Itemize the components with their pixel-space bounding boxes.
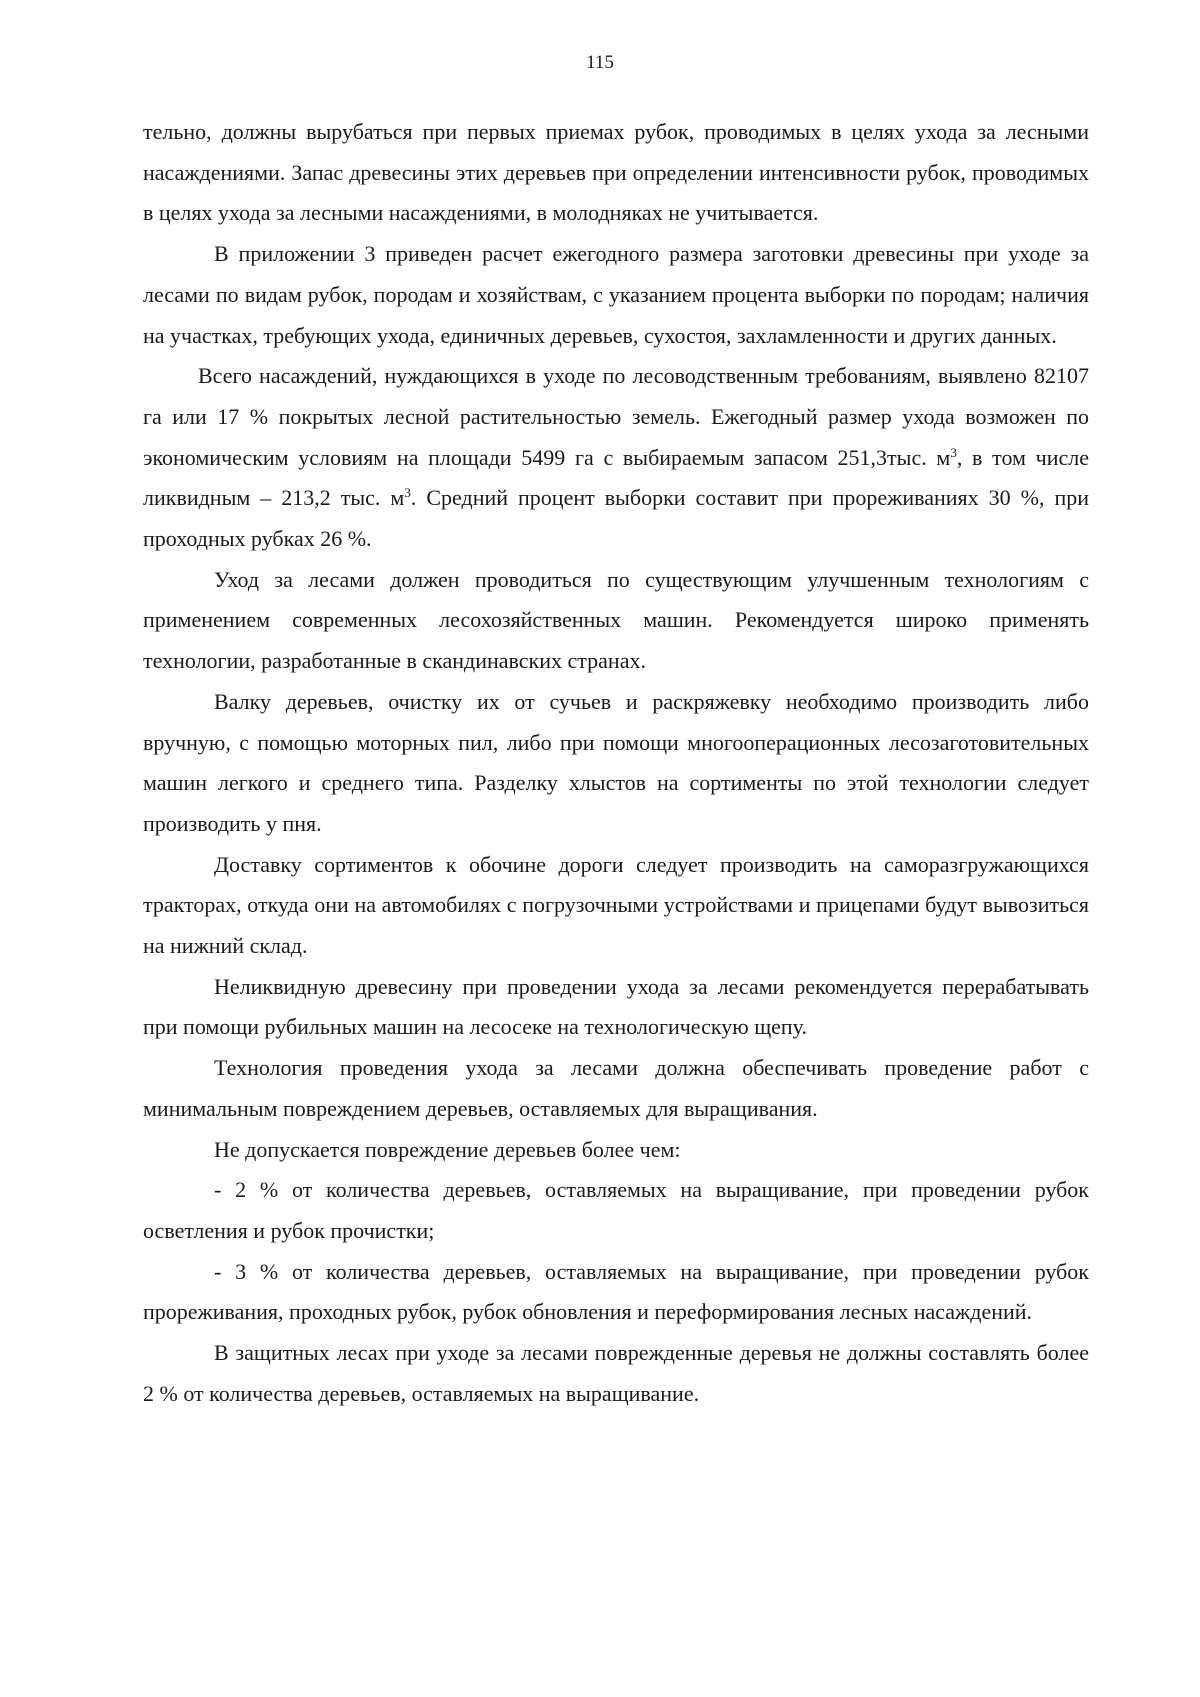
paragraph-minimal-damage: Технология проведения ухода за лесами должна обеспечивать проведение работ с минимальным повреждением деревьев, оставляемых для выращивания.	[143, 1055, 1089, 1121]
paragraph-damage-limits-intro: Не допускается повреждение деревьев более чем:	[214, 1136, 681, 1162]
paragraph-delivery: Доставку сортиментов к обочине дороги следует производить на саморазгружающихся тракторах, откуда они на автомобилях с погрузочными устройствами и прицепами будут вывозиться на нижний склад.	[143, 851, 1089, 959]
paragraph-continuation: тельно, должны вырубаться при первых приемах рубок, проводимых в целях ухода за лесными насаждениями. Запас древесины этих деревьев при определении интенсивности рубок, проводимых в целях ухода за лесными насаждениями, в молодняках не учитывается.	[143, 119, 1089, 226]
paragraph-technologies: Уход за лесами должен проводиться по существующим улучшенным технологиям с применением современных лесохозяйственных машин. Рекомендуется широко применять технологии, разработанные в скандинавских странах.	[143, 566, 1089, 674]
cubic-superscript-1: 3	[950, 444, 957, 460]
page-number: 115	[586, 52, 614, 73]
paragraph-non-liquid-wood: Неликвидную древесину при проведении ухода за лесами рекомендуется перерабатывать при помощи рубильных машин на лесосеке на технологическую щепу.	[143, 973, 1089, 1040]
statistics-text-part-3: . Средний процент выборки составит при прореживаниях 30 %, при проходных рубках 26 %.	[143, 485, 1089, 552]
paragraph-protective-forests: В защитных лесах при уходе за лесами поврежденные деревья не должны составлять более 2 % от количества деревьев, оставляемых на выращивание.	[143, 1340, 1089, 1406]
paragraph-appendix-reference: В приложении 3 приведен расчет ежегодного размера заготовки древесины при уходе за лесами по видам рубок, породам и хозяйствам, с указанием процента выборки по породам; наличия на участках, требующих ухода, единичных деревьев, сухостоя, захламленности и других данных.	[143, 241, 1089, 348]
list-item-damage-2-percent: - 2 % от количества деревьев, оставляемых на выращивание, при проведении рубок осветления и рубок прочистки;	[143, 1177, 1089, 1243]
paragraph-felling: Валку деревьев, очистку их от сучьев и раскряжевку необходимо производить либо вручную, с помощью моторных пил, либо при помощи многооперационных лесозаготовительных машин легкого и среднего типа. Разделку хлыстов на сортименты по этой технологии следует производить у пня.	[143, 688, 1089, 836]
cubic-superscript-2: 3	[404, 485, 411, 501]
statistics-text-part-1: Всего насаждений, нуждающихся в уходе по лесоводственным требованиям, выявлено 82107 га или 17 % покрытых лесной растительностью земель. Ежегодный размер ухода возможен по экономическим условиям на площади 5499 га с выбираемым запасом 251,3тыс. м	[143, 363, 1089, 470]
list-item-damage-3-percent: - 3 % от количества деревьев, оставляемых на выращивание, при проведении рубок прореживания, проходных рубок, рубок обновления и переформирования лесных насаждений.	[143, 1258, 1089, 1325]
paragraph-statistics	[143, 356, 1089, 560]
statistics-text-part-2: , в том числе ликвидным – 213,2 тыс. м	[143, 444, 1089, 511]
document-body	[143, 112, 1089, 1415]
